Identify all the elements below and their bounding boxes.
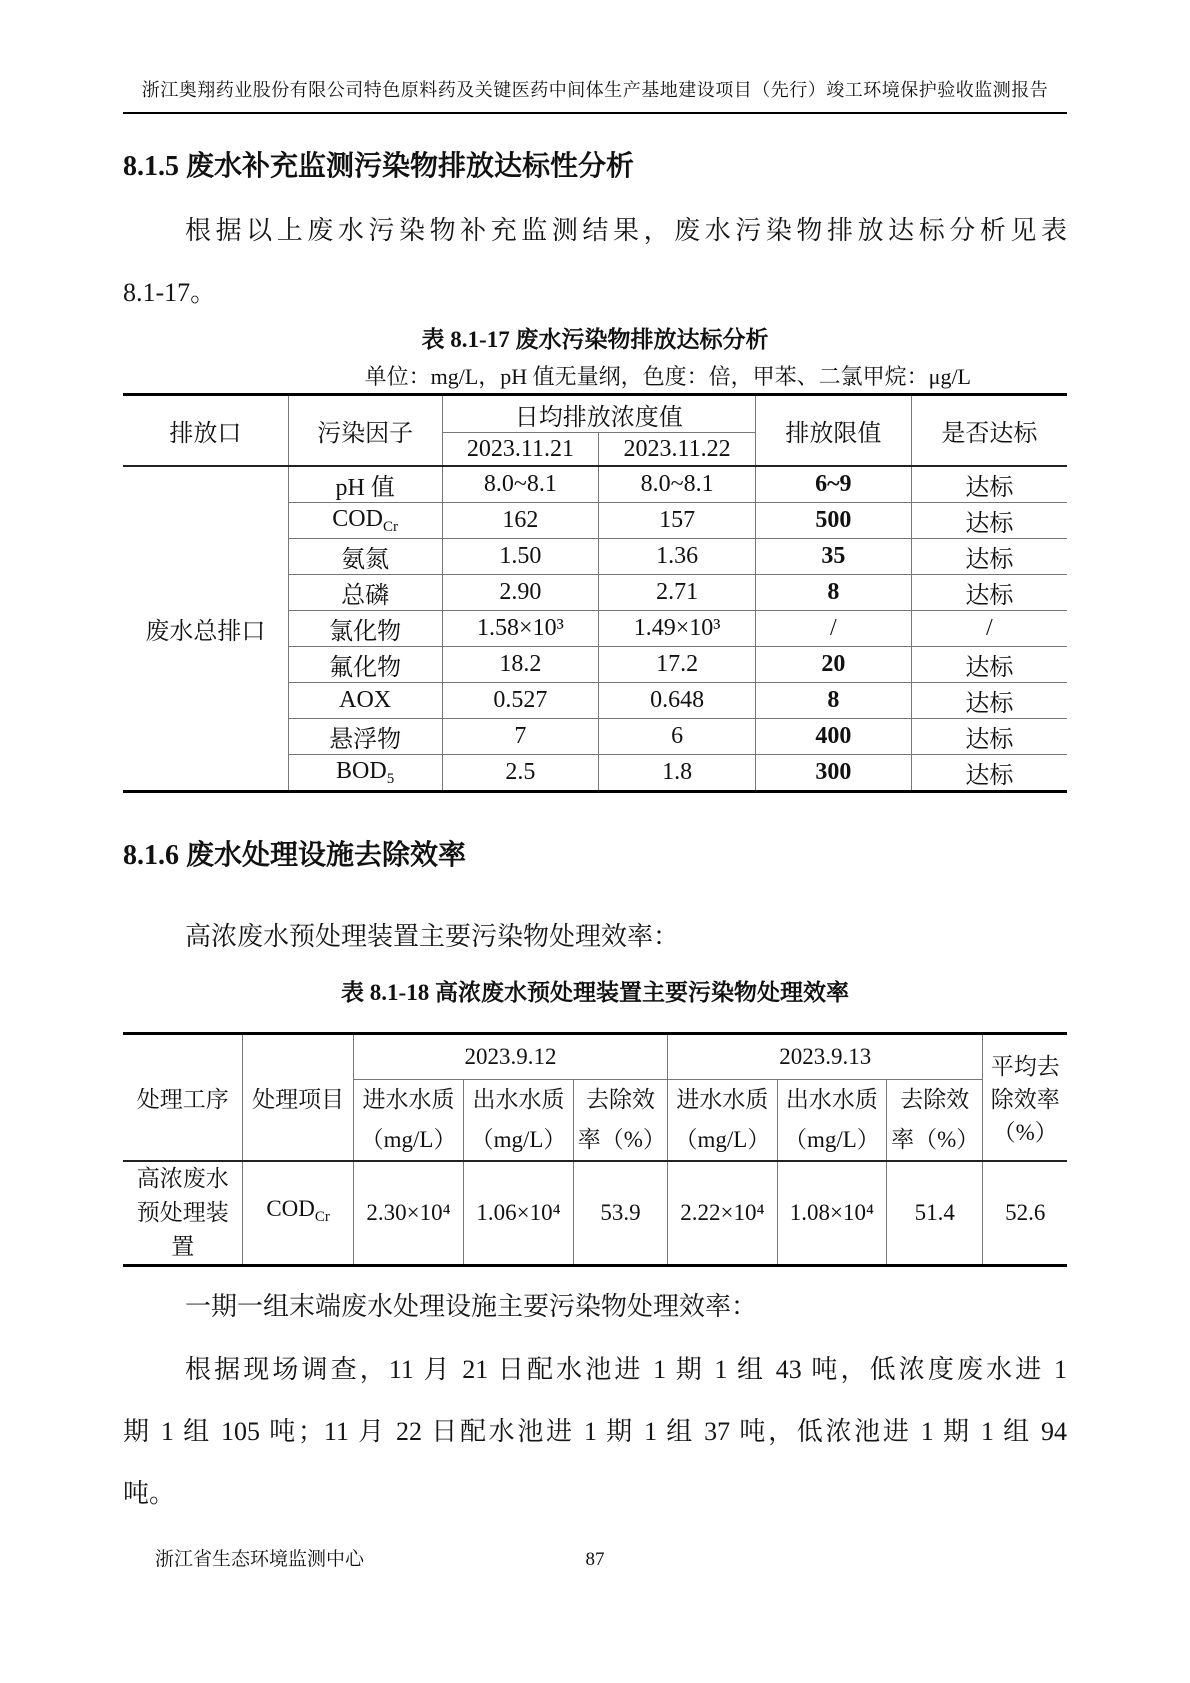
factor-cell: 氟化物 [288, 647, 442, 683]
table-row [123, 1161, 1067, 1266]
value-cell: 1.50 [442, 539, 599, 575]
paragraph-line: 一期一组末端废水处理设施主要污染物处理效率： [185, 1292, 758, 1321]
value-cell: 0.527 [442, 683, 599, 719]
paragraph-line: 吨。 [123, 1479, 176, 1508]
paragraph-line: 高浓废水预处理装置主要污染物处理效率： [185, 922, 680, 951]
factor-main: BOD [336, 757, 387, 784]
process-cell: 高浓废水预处理装置 [123, 1161, 243, 1266]
paragraph-line: 期 1 组 105 吨；11 月 22 日配水池进 1 期 1 组 37 吨，低浓池进 1 期 1 组 94 [123, 1417, 1067, 1446]
limit-cell: 35 [755, 539, 911, 575]
col-header-influent: 进水水质（mg/L） [668, 1080, 778, 1162]
factor-cell: 悬浮物 [288, 719, 442, 755]
factor-subscript: 5 [386, 770, 395, 787]
col-header-average-removal: 平均去除效率（%） [983, 1034, 1067, 1162]
value-cell: 2.30×10⁴ [353, 1161, 463, 1266]
paragraph-815 [123, 200, 1067, 324]
value-cell: 1.06×10⁴ [464, 1161, 574, 1266]
factor-cell [288, 503, 442, 539]
col-header-removal: 去除效率（%） [887, 1080, 983, 1162]
factor-cell: 氯化物 [288, 611, 442, 647]
col-header-date2: 2023.9.13 [668, 1034, 983, 1080]
item-subscript: Cr [314, 1209, 330, 1225]
limit-cell: 20 [755, 647, 911, 683]
value-cell: 1.49×10³ [599, 611, 756, 647]
table-row [123, 466, 1067, 503]
factor-subscript: Cr [382, 518, 398, 535]
limit-cell: 500 [755, 503, 911, 539]
paragraph-line: 8.1-17。 [123, 278, 217, 307]
value-cell: 1.58×10³ [442, 611, 599, 647]
value-cell: 8.0~8.1 [442, 466, 599, 503]
value-cell: 1.8 [599, 755, 756, 792]
limit-cell: 400 [755, 719, 911, 755]
paragraph-816-3 [123, 1339, 1067, 1525]
limit-cell: 8 [755, 683, 911, 719]
status-cell: 达标 [911, 647, 1067, 683]
col-header-daily-concentration: 日均排放浓度值 [442, 395, 755, 433]
report-header-title: 浙江奥翔药业股份有限公司特色原料药及关键医药中间体生产基地建设项目（先行）竣工环境保护验收监测报告 [123, 78, 1067, 114]
value-cell: 2.5 [442, 755, 599, 792]
value-cell: 17.2 [599, 647, 756, 683]
col-header-date1: 2023.11.21 [442, 433, 599, 467]
col-header-removal: 去除效率（%） [573, 1080, 667, 1162]
status-cell: / [911, 611, 1067, 647]
paragraph-816-2 [123, 1281, 1067, 1333]
status-cell: 达标 [911, 575, 1067, 611]
status-cell: 达标 [911, 755, 1067, 792]
col-header-limit: 排放限值 [755, 395, 911, 467]
col-header-date1: 2023.9.12 [353, 1034, 667, 1080]
col-header-outlet: 排放口 [123, 395, 288, 467]
value-cell: 2.71 [599, 575, 756, 611]
section-heading-815: 8.1.5 废水补充监测污染物排放达标性分析 [123, 151, 635, 182]
table-17 [123, 393, 1067, 793]
status-cell: 达标 [911, 539, 1067, 575]
status-cell: 达标 [911, 503, 1067, 539]
status-cell: 达标 [911, 683, 1067, 719]
value-cell: 1.36 [599, 539, 756, 575]
col-header-influent: 进水水质（mg/L） [353, 1080, 463, 1162]
factor-cell: pH 值 [288, 466, 442, 503]
col-header-process: 处理工序 [123, 1034, 243, 1162]
value-cell: 162 [442, 503, 599, 539]
table-18-title: 表 8.1-18 高浓废水预处理装置主要污染物处理效率 [341, 980, 849, 1005]
table-18 [123, 1032, 1067, 1267]
status-cell: 达标 [911, 466, 1067, 503]
value-cell: 0.648 [599, 683, 756, 719]
value-cell: 18.2 [442, 647, 599, 683]
paragraph-816-1 [123, 911, 1067, 963]
page-number: 87 [585, 1549, 605, 1570]
value-cell: 8.0~8.1 [599, 466, 756, 503]
col-header-effluent: 出水水质（mg/L） [464, 1080, 574, 1162]
value-cell: 2.22×10⁴ [668, 1161, 778, 1266]
paragraph-line: 根据现场调查，11 月 21 日配水池进 1 期 1 组 43 吨，低浓度废水进 1 [185, 1355, 1067, 1384]
factor-cell: 氨氮 [288, 539, 442, 575]
value-cell: 6 [599, 719, 756, 755]
factor-cell: 总磷 [288, 575, 442, 611]
footer-organization: 浙江省生态环境监测中心 [155, 1549, 365, 1570]
table-row [123, 1034, 1067, 1080]
col-header-effluent: 出水水质（mg/L） [777, 1080, 887, 1162]
table-17-unit-note: 单位：mg/L，pH 值无量纲，色度：倍，甲苯、二氯甲烷：μg/L [364, 364, 971, 389]
value-cell: 1.08×10⁴ [777, 1161, 887, 1266]
table-row [123, 395, 1067, 433]
limit-cell: 6~9 [755, 466, 911, 503]
item-main: COD [266, 1196, 315, 1221]
table-17-title: 表 8.1-17 废水污染物排放达标分析 [421, 327, 769, 352]
paragraph-line: 根据以上废水污染物补充监测结果，废水污染物排放达标分析见表 [185, 216, 1067, 245]
section-heading-816: 8.1.6 废水处理设施去除效率 [123, 840, 467, 871]
outlet-cell: 废水总排口 [123, 466, 288, 792]
status-cell: 达标 [911, 719, 1067, 755]
item-cell [243, 1161, 353, 1266]
value-cell: 2.90 [442, 575, 599, 611]
col-header-factor: 污染因子 [288, 395, 442, 467]
value-cell: 52.6 [983, 1161, 1067, 1266]
factor-cell: AOX [288, 683, 442, 719]
limit-cell: 8 [755, 575, 911, 611]
value-cell: 53.9 [573, 1161, 667, 1266]
limit-cell: / [755, 611, 911, 647]
factor-cell [288, 755, 442, 792]
factor-main: COD [332, 505, 383, 532]
col-header-compliance: 是否达标 [911, 395, 1067, 467]
col-header-item: 处理项目 [243, 1034, 353, 1162]
value-cell: 157 [599, 503, 756, 539]
value-cell: 7 [442, 719, 599, 755]
limit-cell: 300 [755, 755, 911, 792]
value-cell: 51.4 [887, 1161, 983, 1266]
col-header-date2: 2023.11.22 [599, 433, 756, 467]
